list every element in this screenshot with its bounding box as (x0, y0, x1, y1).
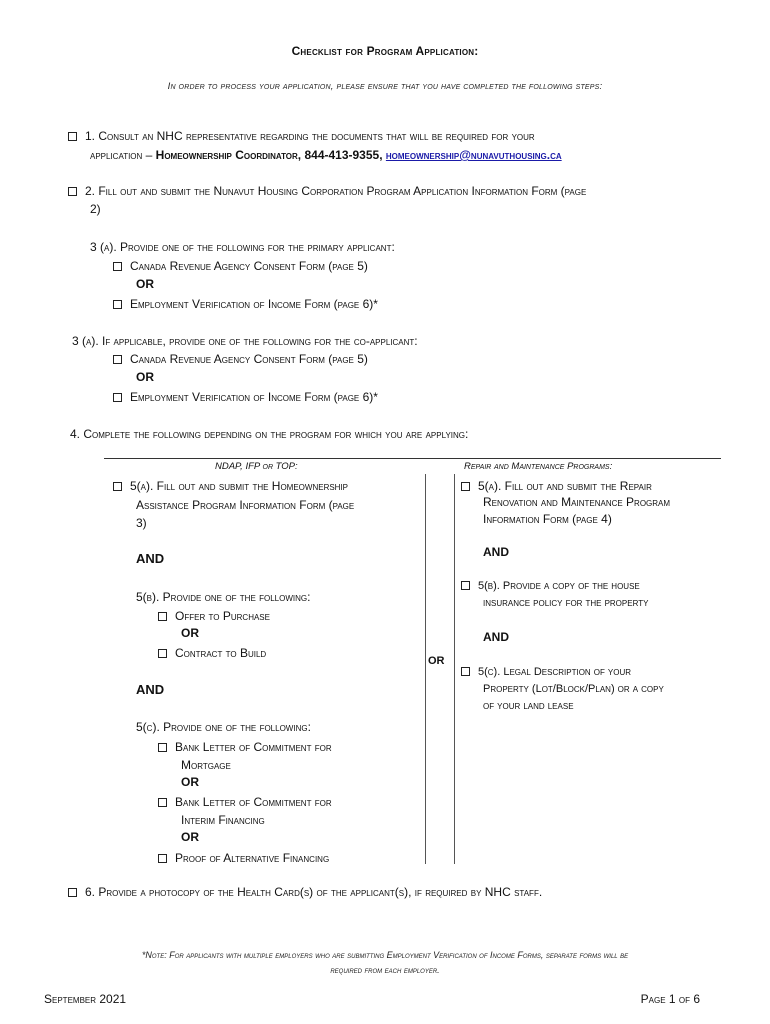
step3a-opt2-row (113, 295, 378, 313)
left-5a-row (113, 477, 348, 495)
step3b-opt2-row (113, 388, 378, 406)
left-5c-opt2-row (158, 793, 332, 811)
checkbox-right-5a[interactable] (461, 482, 470, 491)
left-5c-opt3-row (158, 849, 329, 867)
checkbox-step2[interactable] (68, 187, 77, 196)
checkbox-bank-letter-interim[interactable] (158, 798, 167, 807)
left-column-header: NDAP, IFP or TOP: (215, 461, 298, 472)
and-label: AND (483, 545, 509, 559)
left-5c-opt1a: Bank Letter of Commitment for (175, 740, 332, 754)
or-label: OR (181, 775, 199, 789)
step3b-opt2: Employment Verification of Income Form (page 6)* (130, 390, 378, 404)
left-5c-opt2b: Interim Financing (181, 813, 265, 827)
checkbox-contract-to-build[interactable] (158, 649, 167, 658)
email-link[interactable]: homeownership@nunavuthousing.ca (385, 148, 562, 162)
right-5a-text3: Information Form (page 4) (483, 512, 612, 526)
step3a-opt1-row (113, 257, 368, 275)
coordinator-contact: Homeownership Coordinator, 844-413-9355, (155, 148, 386, 162)
column-divider (425, 474, 426, 864)
footer-date: September 2021 (44, 992, 127, 1006)
step4-heading: 4. Complete the following depending on the program for which you are applying: (70, 427, 469, 441)
left-5b-heading: 5(b). Provide one of the following: (136, 590, 311, 604)
checkbox-3a-employment[interactable] (113, 300, 122, 309)
step1-text2: application – (90, 148, 156, 162)
left-5c-opt2a: Bank Letter of Commitment for (175, 795, 332, 809)
table-top-border (104, 458, 721, 459)
footnote-line2: required from each employer. (330, 965, 440, 975)
step1-row (68, 127, 535, 145)
step1-row2 (90, 146, 562, 164)
step6-text: 6. Provide a photocopy of the Health Card(s) of the applicant(s), if required by NHC staff. (85, 885, 543, 899)
left-5a-text: 5(a). Fill out and submit the Homeownership (130, 479, 349, 493)
right-5c-text3: of your land lease (483, 700, 574, 712)
left-5b-opt1-row (158, 607, 270, 625)
right-5b-text2: insurance policy for the property (483, 597, 649, 609)
footnote (40, 948, 730, 978)
checkbox-proof-alt-financing[interactable] (158, 854, 167, 863)
step2-row (68, 182, 586, 200)
step2-text2: 2) (90, 202, 101, 216)
left-5a-text2: Assistance Program Information Form (page (136, 498, 355, 512)
left-5c-heading: 5(c). Provide one of the following: (136, 720, 311, 734)
or-label: OR (181, 830, 199, 844)
checkbox-offer-to-purchase[interactable] (158, 612, 167, 621)
checkbox-3b-cra[interactable] (113, 355, 122, 364)
footnote-line1: *Note: For applicants with multiple employers who are submitting Employment Verification of Income Forms, separate forms will be (141, 950, 629, 960)
right-5a-text2: Renovation and Maintenance Program (483, 495, 671, 509)
checkbox-step1[interactable] (68, 132, 77, 141)
step3a-heading: 3 (a). Provide one of the following for the primary applicant: (90, 240, 395, 254)
step3b-heading: 3 (a). If applicable, provide one of the following for the co-applicant: (72, 334, 418, 348)
right-5b-row (461, 578, 640, 595)
and-label: AND (136, 682, 165, 697)
left-5b-opt1: Offer to Purchase (175, 609, 270, 623)
step6-row (68, 883, 542, 901)
or-label: OR (136, 370, 154, 384)
right-5c-text: 5(c). Legal Description of your (478, 666, 632, 678)
checkbox-3b-employment[interactable] (113, 393, 122, 402)
right-5b-text: 5(b). Provide a copy of the house (478, 580, 640, 592)
right-5c-text2: Property (Lot/Block/Plan) or a copy (483, 683, 664, 695)
right-5c-row (461, 664, 631, 681)
and-label: AND (136, 551, 165, 566)
left-5c-opt1-row (158, 738, 332, 756)
step3a-opt2: Employment Verification of Income Form (page 6)* (130, 297, 378, 311)
footer-page-number: Page 1 of 6 (640, 992, 700, 1006)
step1-text: 1. Consult an NHC representative regarding the documents that will be required for your (85, 129, 535, 143)
intro-text: In order to process your application, please ensure that you have completed the following steps: (167, 81, 603, 92)
page-title: Checklist for Program Application: (291, 44, 479, 58)
and-label: AND (483, 630, 509, 644)
or-label: OR (181, 626, 199, 640)
right-5a-text: 5(a). Fill out and submit the Repair (478, 479, 652, 493)
checkbox-step6[interactable] (68, 888, 77, 897)
step2-text: 2. Fill out and submit the Nunavut Housing Corporation Program Application Information Form (page (85, 184, 587, 198)
or-label: OR (136, 277, 154, 291)
right-column-header: Repair and Maintenance Programs: (464, 461, 613, 472)
checkbox-right-5c[interactable] (461, 667, 470, 676)
left-5b-opt2-row (158, 644, 266, 662)
column-divider (454, 474, 455, 864)
checkbox-bank-letter-mortgage[interactable] (158, 743, 167, 752)
checkbox-3a-cra[interactable] (113, 262, 122, 271)
left-5b-opt2: Contract to Build (175, 646, 267, 660)
left-5c-opt1b: Mortgage (181, 758, 231, 772)
checkbox-right-5b[interactable] (461, 581, 470, 590)
checkbox-left-5a[interactable] (113, 482, 122, 491)
middle-or-label: OR (428, 655, 445, 667)
step3a-opt1: Canada Revenue Agency Consent Form (page 5) (130, 259, 368, 273)
step3b-opt1-row (113, 350, 368, 368)
left-5a-text3: 3) (136, 516, 147, 530)
left-5c-opt3: Proof of Alternative Financing (175, 851, 330, 865)
step3b-opt1: Canada Revenue Agency Consent Form (page 5) (130, 352, 368, 366)
